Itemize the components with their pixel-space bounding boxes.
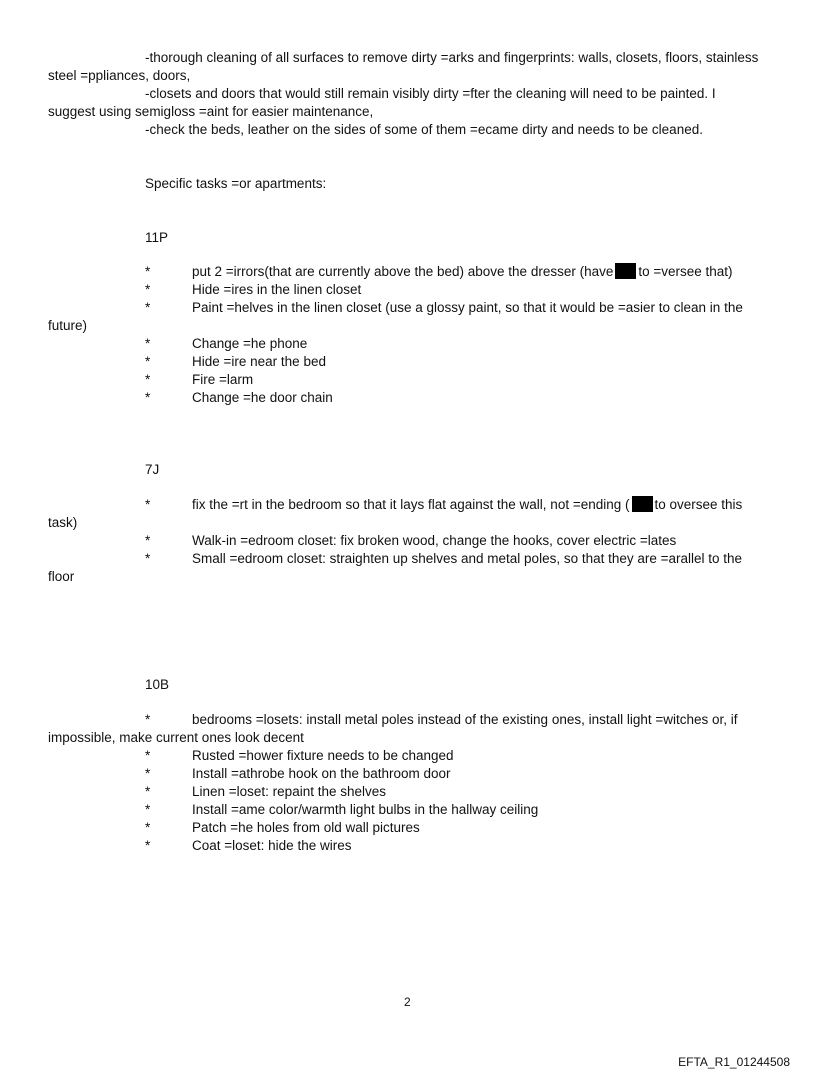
apt-11p-item-3: Paint =helves in the linen closet (use a glossy paint, so that it would be =asier to clean in the (192, 300, 743, 315)
redaction-box (632, 496, 653, 512)
bullet: * (145, 390, 151, 405)
intro-line-2: steel =ppliances, doors, (48, 68, 191, 83)
apt-10b-item-5: Install =ame color/warmth light bulbs in the hallway ceiling (192, 802, 539, 817)
bullet: * (145, 336, 151, 351)
bullet: * (145, 551, 151, 566)
intro-line-1: -thorough cleaning of all surfaces to remove dirty =arks and fingerprints: walls, closets, floors, stainless (145, 50, 759, 65)
bullet: * (145, 784, 151, 799)
bullet: * (145, 766, 151, 781)
apt-7j-item-1-part-b: to oversee this (654, 497, 743, 512)
apt-10b-item-7: Coat =loset: hide the wires (192, 838, 352, 853)
apt-11p-item-2: Hide =ires in the linen closet (192, 282, 362, 297)
apt-7j-item-1-part-a: fix the =rt in the bedroom so that it lays flat against the wall, not =ending ( (192, 497, 630, 512)
page-number: 2 (404, 995, 411, 1009)
intro-line-4: suggest using semigloss =aint for easier maintenance, (48, 104, 374, 119)
bullet: * (145, 748, 151, 763)
apt-11p-item-5: Hide =ire near the bed (192, 354, 326, 369)
apt-11p-item-6: Fire =larm (192, 372, 254, 387)
apt-7j-item-2: Walk-in =edroom closet: fix broken wood, change the hooks, cover electric =lates (192, 533, 677, 548)
bullet: * (145, 533, 151, 548)
bullet: * (145, 354, 151, 369)
apt-10b-item-4: Linen =loset: repaint the shelves (192, 784, 387, 799)
bullet: * (145, 802, 151, 817)
bullet: * (145, 372, 151, 387)
apt-11p-item-1 (192, 263, 733, 281)
intro-line-3: -closets and doors that would still remain visibly dirty =fter the cleaning will need to be painted. I (145, 86, 716, 101)
apt-11p-item-7: Change =he door chain (192, 390, 333, 405)
apt-10b-item-1: bedrooms =losets: install metal poles instead of the existing ones, install light =witches or, if (192, 712, 738, 727)
apt-11p-item-1-part-b: to =versee that) (638, 264, 733, 279)
redaction-box (615, 263, 636, 279)
apt-11p-item-3-cont: future) (48, 318, 88, 333)
apt-7j-title: 7J (145, 462, 160, 477)
apt-7j-item-1 (192, 496, 742, 514)
bullet: * (145, 820, 151, 835)
bullet: * (145, 282, 151, 297)
apt-11p-title: 11P (145, 230, 169, 245)
apt-10b-item-2: Rusted =hower fixture needs to be changed (192, 748, 454, 763)
apt-7j-item-1-cont: task) (48, 515, 78, 530)
bullet: * (145, 497, 151, 512)
apt-10b-title: 10B (145, 677, 170, 692)
apt-7j-item-3-cont: floor (48, 569, 75, 584)
apt-10b-item-1-cont: impossible, make current ones look decent (48, 730, 304, 745)
bullet: * (145, 300, 151, 315)
bullet: * (145, 264, 151, 279)
apt-7j-item-3: Small =edroom closet: straighten up shelves and metal poles, so that they are =arallel to the (192, 551, 743, 566)
document-id: EFTA_R1_01244508 (678, 1055, 790, 1069)
bullet: * (145, 838, 151, 853)
bullet: * (145, 712, 151, 727)
apt-10b-item-3: Install =athrobe hook on the bathroom door (192, 766, 451, 781)
tasks-heading: Specific tasks =or apartments: (145, 176, 327, 191)
apt-11p-item-1-part-a: put 2 =irrors(that are currently above the bed) above the dresser (have (192, 264, 614, 279)
intro-line-5: -check the beds, leather on the sides of some of them =ecame dirty and needs to be cleaned. (145, 122, 703, 137)
apt-10b-item-6: Patch =he holes from old wall pictures (192, 820, 420, 835)
apt-11p-item-4: Change =he phone (192, 336, 308, 351)
